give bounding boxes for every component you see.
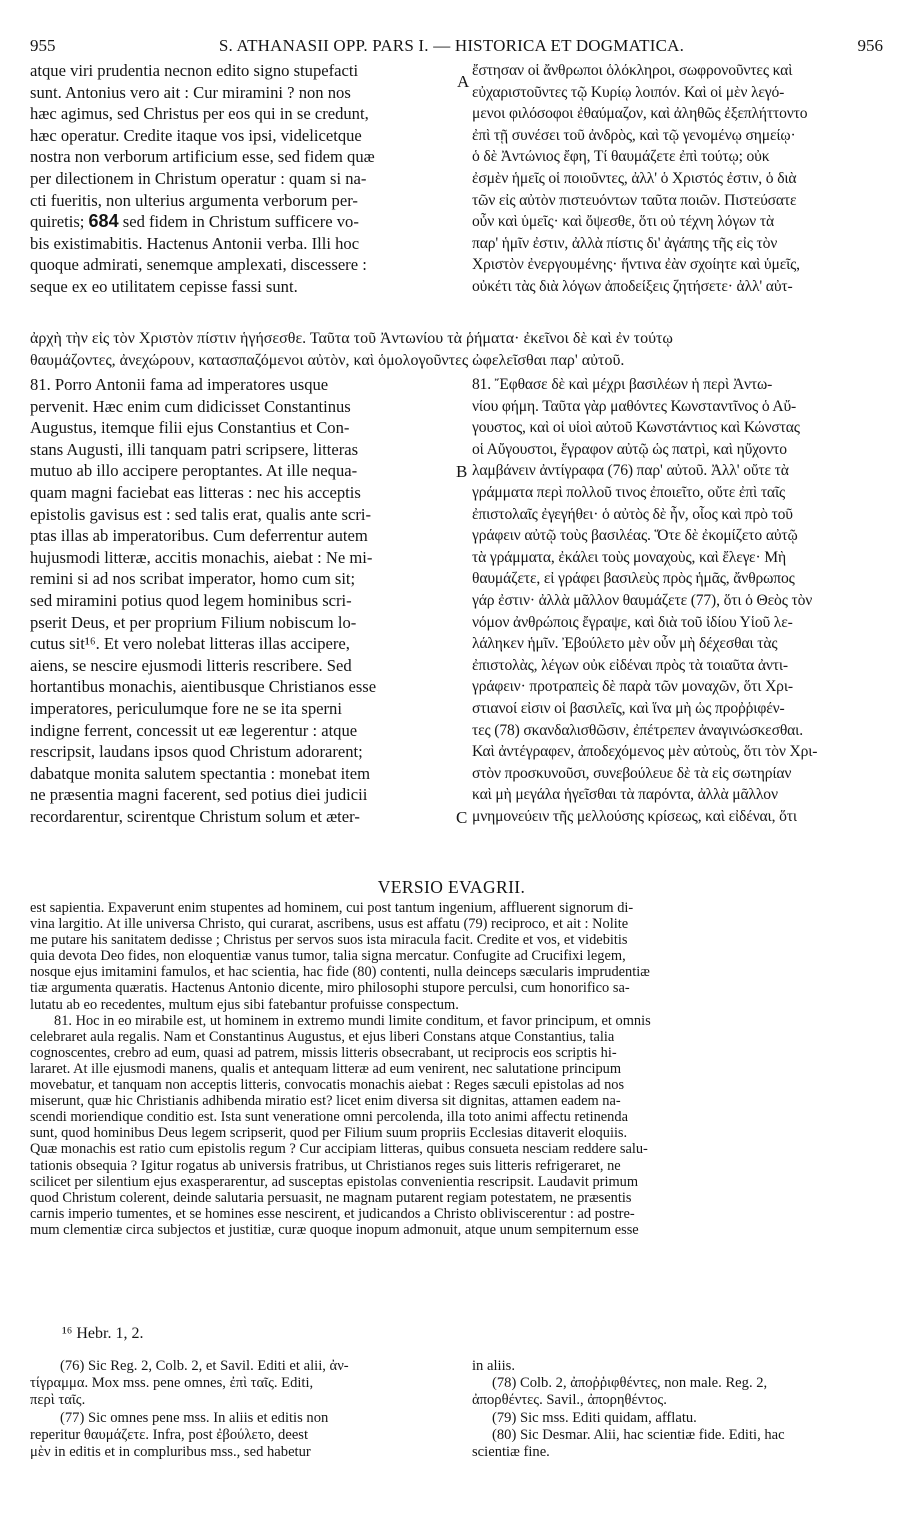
text-line: rescripsit, laudans ipsos quod Christum adorarent;	[30, 742, 363, 762]
text-line: γράμματα περὶ πολλοῦ τινος ἐποιεῖτο, οὔτε ἐπὶ ταῖς	[472, 483, 786, 501]
text-line: sed miramini potius quod legem hominibus scri-	[30, 590, 352, 610]
text-line: γάρ ἐστιν· ἀλλὰ μᾶλλον θαυμάζετε (77), ὅτι ὁ Θεὸς τὸν	[472, 591, 813, 609]
text-line: carnis imperio tumentes, et se homines esse nescirent, et judicandos a Christo obliviscerentur : ad postre-	[30, 1205, 635, 1222]
text-line: pserit Deus, et per proprium Filium nobiscum lo-	[30, 612, 357, 632]
text-line: quod Christum colerent, deinde salutaria persuasit, ne magnam putarent regiam potestatem, ne præsentis	[30, 1189, 632, 1206]
text-fragment: quiretis;	[30, 212, 85, 232]
text-line: indigne ferrent, concessit ut eæ legerentur : atque	[30, 720, 358, 740]
text-line: tiæ argumenta quæratis. Hactenus Antonio dicente, miro philosophi stupore perculsi, cum honorifico sa-	[30, 980, 630, 997]
text-line: aiens, se nescire ejusmodi litteris rescribere. Sed	[30, 655, 352, 675]
note-line: (79) Sic mss. Editi quidam, afflatu.	[492, 1409, 697, 1426]
margin-marker-a: A	[457, 72, 470, 91]
note-line: (77) Sic omnes pene mss. In aliis et editis non	[60, 1409, 329, 1426]
text-line: dabatque monita salutem spectantia : monebat item	[30, 763, 371, 783]
note-line: scientiæ fine.	[472, 1443, 550, 1460]
text-line: ἐπὶ τῇ συνέσει τοῦ ἀνδρὸς, καὶ τῷ γενομένῳ σημείῳ·	[472, 126, 796, 144]
versio-evagrii-heading: VERSIO EVAGRII.	[377, 877, 526, 897]
text-line: ἐπιστολαῖς ἐγεγήθει· ὁ αὐτὸς δὲ ἦν, οἷος καὶ πρὸ τοῦ	[472, 505, 793, 523]
greek-section-81	[472, 374, 887, 827]
text-line: ἀρχὴ τὴν εἰς τὸν Χριστὸν πίστιν ἡγήσεσθε. Ταῦτα τοῦ Ἀντωνίου τὰ ῥήματα· ἐκεῖνοι δὲ καὶ ἐν τούτῳ	[30, 330, 673, 347]
text-line: ptas illas ab imperatoribus. Cum deferrentur autem	[30, 526, 368, 546]
text-line: mum clementiæ circa subjectos et justitiæ, curæ quoque inopum admonuit, atque unum sempiternum esse	[30, 1221, 639, 1238]
text-line: tationis obsequia ? Igitur rogatus ab universis fratribus, ut Christianos reges suis litteris refrigeraret, ne	[30, 1157, 621, 1174]
page-number-left: 955	[30, 36, 56, 55]
text-line: hortantibus monachis, aientibusque Christianos esse	[30, 677, 377, 697]
text-line: scendi moriendique conditio est. Ista sunt veneratione omni percolenda, illa toto animi affectu retinenda	[30, 1109, 628, 1126]
margin-marker-c: C	[456, 808, 468, 827]
text-line: nostra non verborum artificium esse, sed fidem quæ	[30, 147, 375, 167]
text-line: ὁ δὲ Ἀντώνιος ἔφη, Τί θαυμάζετε ἐπὶ τούτῳ; οὐκ	[472, 148, 770, 166]
text-line: vina largitio. At ille universa Christo, qui curarat, ascribens, usus est affatu (79) reciproco, et ait : Nolite	[30, 916, 629, 933]
text-line: οὐκέτι τὰς διὰ λόγων ἀποδείξεις ζητήσετε· ἀλλ' αὐτ-	[472, 277, 793, 295]
text-line: θαυμάζετε, εἰ γράφει βασιλεὺς πρὸς ἡμᾶς, ἄνθρωπος	[472, 570, 795, 588]
text-line: μνημονεύειν τῆς μελλούσης κρίσεως, καὶ εἰδέναι, ὅτι	[472, 807, 797, 825]
text-line: γράφειν αὐτῷ τοὺς βασιλέας. Ὅτε δὲ ἐκομίζετο αὐτῷ	[472, 527, 798, 545]
text-line: movebatur, et tanquam non acceptis litteris, convocatis monachis aiebat : Reges sæculi epistolas ad nos	[30, 1077, 625, 1094]
text-line: pervenit. Hæc enim cum didicisset Constantinus	[30, 396, 351, 416]
note-line: in aliis.	[472, 1358, 515, 1374]
scripture-footnote: ¹⁶ Hebr. 1, 2.	[62, 1325, 144, 1342]
evagrius-version-text	[30, 900, 885, 1238]
text-line: me putare his sanitatem dedisse ; Christus per servos suos ista miracula facit. Credite et vos, et videbitis	[30, 932, 628, 949]
text-line: recordarentur, scirentque Christum solum et æter-	[30, 806, 360, 826]
text-line: nosque ejus imitamini famulos, et hac scientia, hac fide (80) contenti, nulla deinceps sæcularis imprudentiæ	[30, 964, 650, 981]
critical-notes-right	[472, 1358, 887, 1461]
text-line: στὸν προσκυνοῦσι, συνεβούλευε δὲ τὰ εἰς σωτηρίαν	[472, 764, 792, 782]
text-line: Καὶ ἀντέγραφεν, ἀποδεχόμενος μὲν αὐτοὺς, ὅτι τὸν Χρι-	[472, 743, 818, 761]
text-line: λάληκεν ἡμῖν. Ἐβούλετο μὲν οὖν μὴ δέχεσθαι τὰς	[472, 635, 778, 653]
text-line: μενοι φιλόσοφοι ἐθαύμαζον, καὶ ἀληθῶς ἐξεπλήττοντο	[472, 105, 808, 123]
text-line: τες (78) σκανδαλισθῶσιν, ἐπέτρεπεν ἀναγινώσκεσθαι.	[472, 721, 803, 739]
text-line: νόμον ἀνθρώποις ἔγραψε, καὶ διὰ τοῦ ἰδίου Υἱοῦ λε-	[472, 613, 793, 631]
text-line: εὐχαριστοῦντες τῷ Κυρίῳ λοιπόν. Καὶ οἱ μὲν λεγό-	[472, 83, 785, 101]
text-line: hæc operatur. Credite itaque vos ipsi, videlicetque	[30, 125, 362, 145]
running-title: S. ATHANASII OPP. PARS I. — HISTORICA ET DOGMATICA.	[218, 36, 685, 55]
latin-section-81	[30, 374, 455, 827]
text-line: miserunt, quæ hic Christianis adhibenda miratio est? licet enim diversa sit dignitas, attamen eadem na-	[30, 1093, 621, 1110]
text-line: quam magni faciebat eas litteras : nec his acceptis	[30, 482, 361, 502]
text-line: epistolis gavisus est : sed talis erat, qualis ante scri-	[30, 504, 372, 524]
latin-column	[30, 60, 455, 298]
text-line: νίου φήμη. Ταῦτα γὰρ μαθόντες Κωνσταντῖνος ὁ Αὔ-	[472, 397, 797, 415]
text-line: lararet. At ille ejusmodi manens, qualis et antequam litteræ ad eum venirent, nec salutatione principum	[30, 1060, 622, 1077]
text-line: ἐσμὲν ἡμεῖς οἱ ποιοῦντες, ἀλλ' ὁ Χριστός ἐστιν, ὁ διὰ	[472, 169, 797, 187]
text-line: imperatores, periculumque fore ne se ita sperni	[30, 698, 342, 718]
text-line: οἱ Αὔγουστοι, ἔγραφον αὐτῷ ὡς πατρὶ, καὶ ηὔχοντο	[472, 440, 787, 458]
text-line: 81. Hoc in eo mirabile est, ut hominem in extremo mundi limite conditum, et favor principum, et omnis	[54, 1012, 651, 1029]
text-line: sunt, quod hominibus Deus legem scripserit, quod per Filium suum propriis Ecclesias ditaverit eloquiis.	[30, 1125, 628, 1142]
text-line: παρ' ἡμῖν ἐστιν, ἀλλὰ πίστις δι' ἀγάπης τῆς εἰς τὸν	[472, 234, 778, 252]
text-line: seque ex eo utilitatem cepisse fassi sunt.	[30, 276, 298, 296]
text-line-with-page-number	[30, 211, 455, 233]
note-line: (78) Colb. 2, ἀποῤῥιφθέντες, non male. Reg. 2,	[492, 1375, 768, 1392]
page-number-right: 956	[857, 36, 883, 55]
text-line: οὖν καὶ ὑμεῖς· καὶ ὄψεσθε, ὅτι οὐ τέχνη λόγων τὰ	[472, 213, 774, 231]
greek-full-width-lines	[30, 328, 885, 371]
text-line: quoque admirati, senemque amplexati, discessere :	[30, 255, 367, 275]
text-line: remini si ad nos scribat imperator, homo cum sit;	[30, 569, 356, 589]
text-line: καὶ μὴ μεγάλα ἡγεῖσθαι τὰ παρόντα, ἀλλὰ μᾶλλον	[472, 786, 778, 804]
greek-column	[472, 60, 887, 298]
note-line: (80) Sic Desmar. Alii, hac scientiæ fide. Editi, hac	[492, 1426, 785, 1443]
text-line: per dilectionem in Christum operatur : quam si na-	[30, 168, 367, 188]
text-line: ἔστησαν οἱ ἄνθρωποι ὁλόκληροι, σωφρονοῦντες καὶ	[472, 62, 793, 79]
text-line: hæc agimus, sed Christus per eos qui in se credunt,	[30, 104, 369, 124]
text-line: est sapientia. Expaverunt enim stupentes ad hominem, cui post tantum ingenium, affluerent signorum di-	[30, 900, 634, 916]
text-line: Quæ monachis est ratio cum epistolis regum ? Cur accipiam litteras, quibus consueta nesciam reddere salu-	[30, 1141, 648, 1158]
note-line: τίγραμμα. Mox mss. pene omnes, ἐπὶ ταῖς. Editi,	[30, 1375, 314, 1392]
note-line: reperitur θαυμάζετε. Infra, post ἐβούλετο, deest	[30, 1426, 309, 1443]
text-line: bis existimabitis. Hactenus Antonii verba. Illi hoc	[30, 233, 360, 253]
text-line: quia devota Deo fides, non eloquentiæ vanus tumor, talia signa mercatur. Confugite ad Crucifixi legem,	[30, 948, 626, 965]
text-line: Augustus, itemque filii ejus Constantius et Con-	[30, 418, 350, 438]
text-line: 81. Ἔφθασε δὲ καὶ μέχρι βασιλέων ἡ περὶ Ἀντω-	[472, 376, 773, 393]
margin-marker-b: B	[456, 462, 468, 481]
text-line: τῶν εἰς αὐτὸν πιστευόντων ταῦτα ποιῶν. Πιστεύσατε	[472, 191, 797, 209]
text-line: 81. Porro Antonii fama ad imperatores usque	[30, 375, 329, 394]
text-line: hujusmodi litteræ, accitis monachis, aiebat : Ne mi-	[30, 547, 373, 567]
text-line: λαμβάνειν ἀντίγραφα (76) παρ' αὐτοῦ. Ἀλλ' οὔτε τὰ	[472, 462, 789, 480]
text-line: θαυμάζοντες, ἀνεχώρουν, κατασπαζόμενοι αὐτὸν, καὶ ὁμολογοῦντες ὠφελεῖσθαι παρ' αὐτοῦ.	[30, 351, 625, 369]
text-line: cutus sit¹⁶. Et vero nolebat litteras illas accipere,	[30, 634, 350, 654]
text-line: stans Augusti, illi tanquam patri scripsere, litteras	[30, 439, 359, 459]
text-line: τὰ γράμματα, ἐκάλει τοὺς μοναχοὺς, καὶ ἔλεγε· Μὴ	[472, 548, 786, 566]
text-line: cognoscentes, crebro ad eum, quasi ad patrem, missis litteris obsecrabant, ut reciprocis eos scriptis hi-	[30, 1044, 617, 1061]
text-line: lutatu ab eo recedentes, multum ejus sibi fatebantur profuisse conspectum.	[30, 996, 459, 1013]
text-line: γράφειν· προτραπεὶς δὲ παρὰ τῶν μοναχῶν, ὅτι Χρι-	[472, 678, 793, 696]
note-line: μὲν in editis et in compluribus mss., sed habetur	[30, 1443, 311, 1460]
text-fragment: sed fidem in Christum sufficere vo-	[122, 212, 359, 232]
text-line: Χριστὸν ἐνεργουμένης· ἥντινα ἐὰν σχοίητε καὶ ὑμεῖς,	[472, 256, 800, 274]
text-line: atque viri prudentia necnon edito signo stupefacti	[30, 61, 359, 80]
text-line: στιανοί εἰσιν οἱ βασιλεῖς, καὶ ἵνα μὴ ὡς προῤῥιφέν-	[472, 699, 785, 717]
text-line: mutuo ab illo accipere peroptantes. At ille nequa-	[30, 461, 358, 481]
note-line: (76) Sic Reg. 2, Colb. 2, et Savil. Editi et alii, ἀν-	[60, 1358, 349, 1374]
text-line: ἐπιστολὰς, λέγων οὐκ εἰδέναι πρὸς τὰ τοιαῦτα ἀντι-	[472, 656, 788, 674]
text-line: ne præsentia magni facerent, sed potius diei judicii	[30, 785, 368, 805]
text-line: celebraret aula regalis. Nam et Constantinus Augustus, et ejus liberi Constans atque Constantius, talia	[30, 1028, 615, 1045]
text-line: sunt. Antonius vero ait : Cur miramini ? non nos	[30, 82, 351, 102]
note-line: ἀπορθέντες. Savil., ἀπορηθέντος.	[472, 1392, 667, 1409]
original-page-number: 684	[88, 211, 119, 232]
critical-notes-left	[30, 1358, 455, 1461]
text-line: γουστος, καὶ οἱ υἱοὶ αὐτοῦ Κωνστάντιος καὶ Κώνστας	[472, 419, 800, 437]
text-line: cti fueritis, non ulterius argumenta verborum per-	[30, 190, 358, 210]
note-line: περὶ ταῖς.	[30, 1392, 86, 1409]
text-line: scilicet per silentium ejus exasperarentur, ad susceptas epistolas convenientia rescripsit. Laudavit primum	[30, 1173, 639, 1190]
